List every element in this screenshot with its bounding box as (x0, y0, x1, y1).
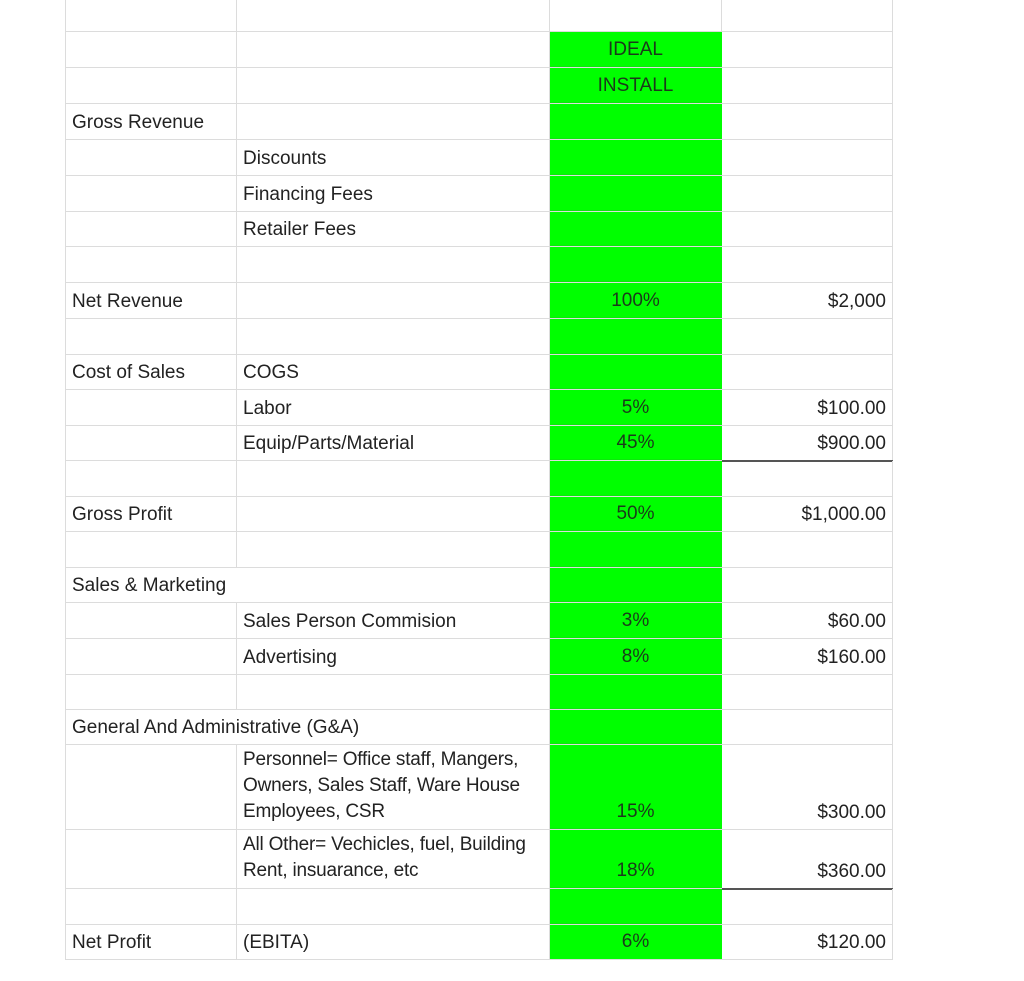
table-row (65, 639, 893, 675)
cell-amount[interactable] (722, 461, 893, 496)
advertising-percent[interactable]: 8% (550, 639, 722, 674)
cell-label[interactable] (65, 319, 237, 354)
cell-label[interactable] (65, 889, 237, 924)
cell-label[interactable] (65, 675, 237, 709)
table-row (65, 925, 893, 960)
commission-percent[interactable]: 3% (550, 603, 722, 638)
personnel-percent[interactable]: 15% (550, 745, 722, 829)
table-row (65, 497, 893, 532)
all-other-amount[interactable]: $360.00 (722, 830, 893, 888)
gross-profit-percent[interactable]: 50% (550, 497, 722, 531)
advertising-amount[interactable]: $160.00 (722, 639, 893, 674)
table-row (65, 355, 893, 390)
cell-label[interactable] (65, 140, 237, 175)
cell-sublabel[interactable] (237, 0, 550, 31)
table-row (65, 426, 893, 461)
cell-percent[interactable] (550, 140, 722, 175)
cell-percent[interactable] (550, 355, 722, 389)
label-sales-marketing[interactable]: Sales & Marketing (65, 568, 237, 602)
cell-label[interactable] (65, 426, 237, 460)
personnel-amount[interactable]: $300.00 (722, 745, 893, 829)
labor-amount[interactable]: $100.00 (722, 390, 893, 425)
label-cogs[interactable]: COGS (237, 355, 550, 389)
table-row (65, 283, 893, 319)
label-retailer-fees[interactable]: Retailer Fees (237, 212, 550, 246)
table-row (65, 675, 893, 710)
table-row (65, 140, 893, 176)
net-revenue-amount[interactable]: $2,000 (722, 283, 893, 318)
table-row (65, 68, 893, 104)
cell-amount[interactable] (722, 176, 893, 211)
cell-sublabel[interactable] (237, 461, 550, 496)
cell-label[interactable] (65, 176, 237, 211)
cell-sublabel[interactable] (237, 532, 550, 567)
cell-sublabel[interactable] (237, 497, 550, 531)
label-net-profit[interactable]: Net Profit (65, 925, 237, 959)
table-row (65, 532, 893, 568)
cell-percent[interactable] (550, 568, 722, 602)
table-row (65, 32, 893, 68)
spreadsheet-grid (65, 0, 893, 960)
cell-percent[interactable] (550, 0, 722, 31)
cell-percent[interactable] (550, 319, 722, 354)
cell-percent[interactable] (550, 532, 722, 567)
cell-amount[interactable] (722, 319, 893, 354)
cell-sublabel[interactable] (237, 247, 550, 282)
label-equip-parts-material[interactable]: Equip/Parts/Material (237, 426, 550, 460)
equip-percent[interactable]: 45% (550, 426, 722, 460)
cell-label[interactable] (65, 32, 237, 67)
cell-sublabel[interactable] (237, 32, 550, 67)
cell-sublabel[interactable] (237, 889, 550, 924)
cell-label[interactable] (65, 603, 237, 638)
cell-label[interactable] (65, 247, 237, 282)
column-header-install[interactable]: INSTALL (550, 68, 722, 103)
table-row (65, 247, 893, 283)
label-discounts[interactable]: Discounts (237, 140, 550, 175)
cell-amount[interactable] (722, 675, 893, 709)
cell-percent[interactable] (550, 176, 722, 211)
cell-amount[interactable] (722, 889, 893, 924)
table-row (65, 0, 893, 32)
cell-percent[interactable] (550, 212, 722, 246)
all-other-percent[interactable]: 18% (550, 830, 722, 888)
cell-label[interactable] (65, 830, 237, 888)
table-row (65, 104, 893, 140)
label-general-administrative[interactable]: General And Administrative (G&A) (65, 710, 237, 744)
table-row (65, 603, 893, 639)
cell-amount[interactable] (722, 212, 893, 246)
label-advertising[interactable]: Advertising (237, 639, 550, 674)
cell-percent[interactable] (550, 889, 722, 924)
table-row (65, 889, 893, 925)
cell-label[interactable] (65, 68, 237, 103)
labor-percent[interactable]: 5% (550, 390, 722, 425)
label-financing-fees[interactable]: Financing Fees (237, 176, 550, 211)
cell-percent[interactable] (550, 247, 722, 282)
label-labor[interactable]: Labor (237, 390, 550, 425)
cell-label[interactable] (65, 212, 237, 246)
label-all-other[interactable]: All Other= Vechicles, fuel, Building Rent, insuarance, etc (237, 830, 550, 888)
cell-amount[interactable] (722, 532, 893, 567)
cell-percent[interactable] (550, 675, 722, 709)
cell-percent[interactable] (550, 710, 722, 744)
cell-label[interactable] (65, 390, 237, 425)
table-row (65, 568, 893, 603)
table-row (65, 830, 893, 889)
label-sales-commission[interactable]: Sales Person Commision (237, 603, 550, 638)
commission-amount[interactable]: $60.00 (722, 603, 893, 638)
label-net-revenue[interactable]: Net Revenue (65, 283, 237, 318)
label-gross-revenue[interactable]: Gross Revenue (65, 104, 237, 139)
cell-amount[interactable] (722, 140, 893, 175)
table-row (65, 390, 893, 426)
cell-amount[interactable] (722, 568, 893, 602)
cell-amount[interactable] (722, 355, 893, 389)
table-row (65, 176, 893, 212)
cell-label[interactable] (65, 461, 237, 496)
cell-label[interactable] (65, 745, 237, 829)
table-row (65, 745, 893, 830)
cell-amount[interactable] (722, 32, 893, 67)
cell-label[interactable] (65, 639, 237, 674)
cell-amount[interactable] (722, 247, 893, 282)
cell-label[interactable] (65, 0, 237, 31)
label-ebita[interactable]: (EBITA) (237, 925, 550, 959)
net-revenue-percent[interactable]: 100% (550, 283, 722, 318)
label-cost-of-sales[interactable]: Cost of Sales (65, 355, 237, 389)
net-profit-percent[interactable]: 6% (550, 925, 722, 959)
cell-percent[interactable] (550, 104, 722, 139)
label-gross-profit[interactable]: Gross Profit (65, 497, 237, 531)
cell-amount[interactable] (722, 0, 893, 31)
cell-percent[interactable] (550, 461, 722, 496)
equip-amount[interactable]: $900.00 (722, 426, 893, 460)
cell-sublabel[interactable] (237, 104, 550, 139)
net-profit-amount[interactable]: $120.00 (722, 925, 893, 959)
cell-sublabel[interactable] (237, 710, 550, 744)
table-row (65, 212, 893, 247)
cell-sublabel[interactable] (237, 568, 550, 602)
cell-sublabel[interactable] (237, 283, 550, 318)
cell-label[interactable] (65, 532, 237, 567)
table-row (65, 319, 893, 355)
cell-amount[interactable] (722, 104, 893, 139)
table-row (65, 710, 893, 745)
cell-sublabel[interactable] (237, 675, 550, 709)
cell-sublabel[interactable] (237, 319, 550, 354)
cell-sublabel[interactable] (237, 68, 550, 103)
label-personnel[interactable]: Personnel= Office staff, Mangers, Owners, Sales Staff, Ware House Employees, CSR (237, 745, 550, 829)
gross-profit-amount[interactable]: $1,000.00 (722, 497, 893, 531)
cell-amount[interactable] (722, 710, 893, 744)
column-header-ideal[interactable]: IDEAL (550, 32, 722, 67)
cell-amount[interactable] (722, 68, 893, 103)
table-row (65, 461, 893, 497)
